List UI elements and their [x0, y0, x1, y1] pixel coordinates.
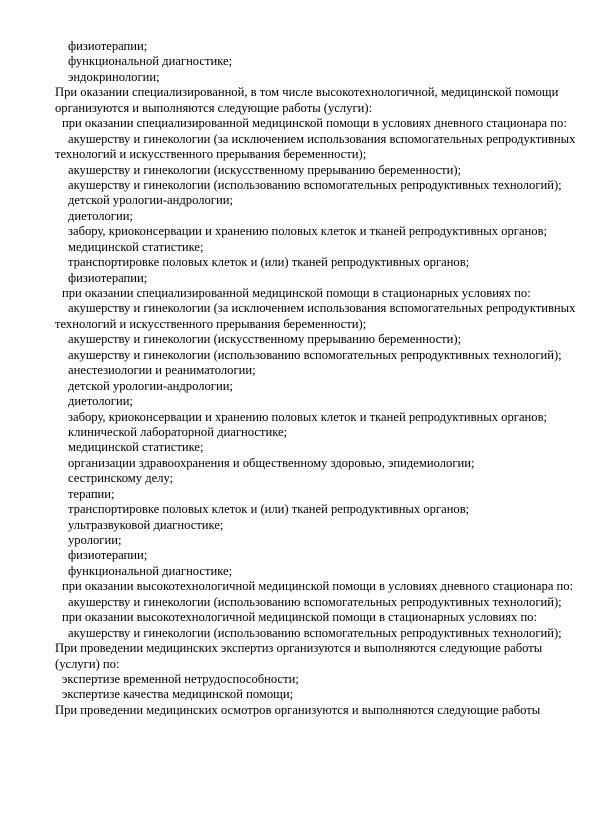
list-item: физиотерапии; [68, 548, 148, 563]
list-item: эндокринологии; [68, 69, 160, 84]
list-item: акушерству и гинекологии (за исключением использования вспомогательных репродуктивных [68, 131, 576, 146]
list-item: медицинской статистике; [68, 440, 204, 455]
paragraph-line: организуются и выполняются следующие работы (услуги): [55, 100, 373, 115]
list-item: функциональной диагностике; [68, 563, 233, 578]
list-item: ультразвуковой диагностике; [68, 517, 224, 532]
list-item: транспортировке половых клеток и (или) тканей репродуктивных органов; [68, 502, 470, 517]
list-item: функциональной диагностике; [68, 54, 233, 69]
list-item: диетологии; [68, 394, 133, 409]
list-item: физиотерапии; [68, 39, 148, 53]
subsection-line: при оказании специализированной медицинской помощи в стационарных условиях по: [62, 286, 531, 300]
list-item: акушерству и гинекологии (искусственному прерыванию беременности); [68, 332, 462, 347]
subsection-line: экспертизе качества медицинской помощи; [62, 687, 294, 702]
subsection-line: при оказании специализированной медицинской помощи в условиях дневного стационара по: [62, 116, 567, 131]
list-item: акушерству и гинекологии (использованию вспомогательных репродуктивных технологий); [68, 347, 562, 362]
list-item: забору, криоконсервации и хранению половых клеток и тканей репродуктивных органов; [68, 224, 548, 239]
list-item: акушерству и гинекологии (использованию вспомогательных репродуктивных технологий); [68, 625, 562, 640]
list-item: терапии; [68, 486, 115, 501]
list-item: диетологии; [68, 208, 133, 223]
list-item: детской урологии-андрологии; [68, 193, 233, 208]
subsection-line: экспертизе временной нетрудоспособности; [62, 671, 299, 686]
list-item: медицинской статистике; [68, 239, 204, 254]
document-body [55, 39, 595, 718]
list-item: детской урологии-андрологии; [68, 378, 233, 393]
paragraph-line: технологий и искусственного прерывания беременности); [55, 316, 367, 331]
list-item: акушерству и гинекологии (использованию вспомогательных репродуктивных технологий); [68, 594, 562, 609]
list-item: акушерству и гинекологии (искусственному прерыванию беременности); [68, 162, 462, 177]
list-item: клинической лабораторной диагностике; [68, 424, 288, 439]
list-item: анестезиологии и реаниматологии; [68, 363, 256, 378]
list-item: акушерству и гинекологии (за исключением использования вспомогательных репродуктивных [68, 301, 576, 316]
paragraph-line: При проведении медицинских экспертиз организуются и выполняются следующие работы [55, 641, 543, 656]
list-item: физиотерапии; [68, 270, 148, 285]
paragraph-line: технологий и искусственного прерывания беременности); [55, 147, 367, 162]
paragraph-line: При оказании специализированной, в том числе высокотехнологичной, медицинской помощи [55, 85, 559, 100]
list-item: организации здравоохранения и общественному здоровью, эпидемиологии; [68, 455, 475, 470]
subsection-line: при оказании высокотехнологичной медицинской помощи в условиях дневного стационара по: [62, 579, 574, 594]
list-item: урологии; [68, 533, 122, 547]
paragraph-line: (услуги) по: [55, 656, 120, 671]
list-item: сестринскому делу; [68, 471, 174, 486]
list-item: забору, криоконсервации и хранению половых клеток и тканей репродуктивных органов; [68, 409, 548, 424]
list-item: транспортировке половых клеток и (или) тканей репродуктивных органов; [68, 255, 470, 270]
subsection-line: при оказании высокотехнологичной медицинской помощи в стационарных условиях по: [62, 610, 537, 625]
paragraph-line: При проведении медицинских осмотров организуются и выполняются следующие работы [55, 702, 541, 717]
list-item: акушерству и гинекологии (использованию вспомогательных репродуктивных технологий); [68, 177, 562, 192]
